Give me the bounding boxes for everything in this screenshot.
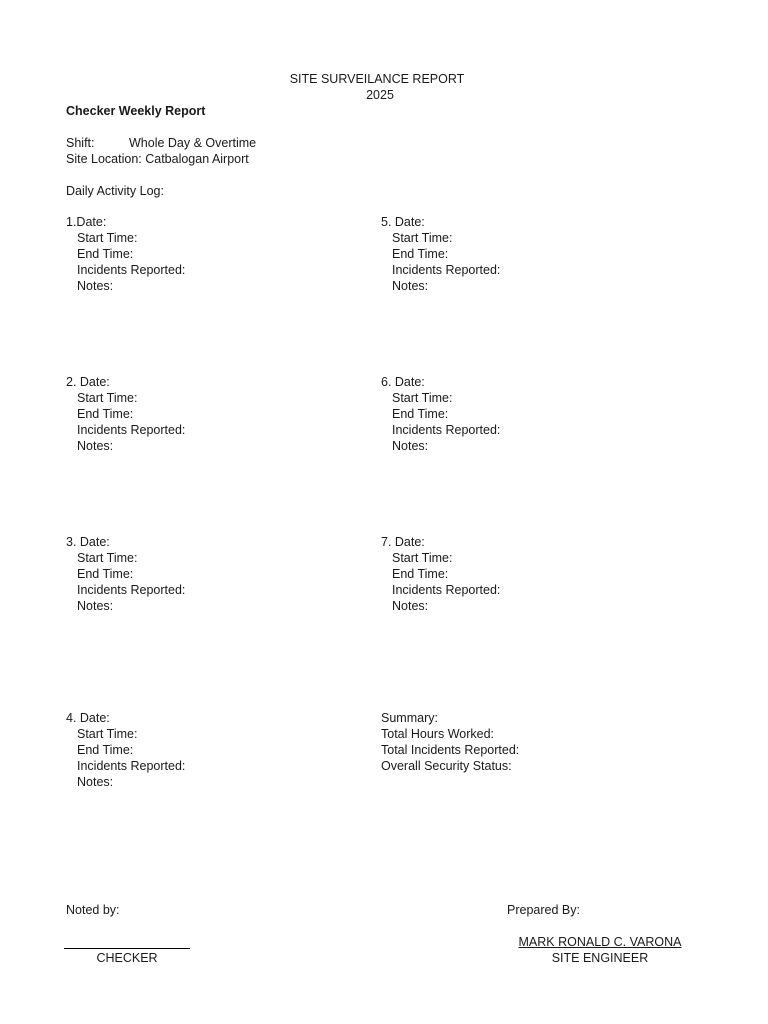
log-entry-4 <box>66 710 185 790</box>
incidents-label: Incidents Reported: <box>77 759 186 773</box>
start-time-label: Start Time: <box>392 231 453 245</box>
entry-date-label: 3. Date: <box>66 535 110 549</box>
start-time-label: Start Time: <box>77 391 138 405</box>
prepared-by-label: Prepared By: <box>507 903 580 917</box>
incidents-label: Incidents Reported: <box>392 583 501 597</box>
total-hours-label: Total Hours Worked: <box>381 727 495 741</box>
log-entry-3 <box>66 534 185 614</box>
end-time-label: End Time: <box>77 247 134 261</box>
incidents-label: Incidents Reported: <box>77 423 186 437</box>
notes-label: Notes: <box>77 279 114 293</box>
report-year: 2025 <box>366 88 394 102</box>
notes-label: Notes: <box>77 439 114 453</box>
report-title: SITE SURVEILANCE REPORT <box>289 72 465 86</box>
preparer-name: MARK RONALD C. VARONA <box>518 935 682 949</box>
end-time-label: End Time: <box>392 247 449 261</box>
checker-role: CHECKER <box>96 951 158 965</box>
notes-label: Notes: <box>392 599 429 613</box>
entry-date-label: 5. Date: <box>381 215 425 229</box>
security-status-label: Overall Security Status: <box>381 759 512 773</box>
start-time-label: Start Time: <box>77 551 138 565</box>
preparer-role: SITE ENGINEER <box>551 951 649 965</box>
log-entry-6 <box>381 374 500 454</box>
site-location: Site Location: Catbalogan Airport <box>66 152 249 166</box>
start-time-label: Start Time: <box>77 231 138 245</box>
checker-signature-line <box>64 948 190 949</box>
end-time-label: End Time: <box>392 407 449 421</box>
entry-date-label: 1.Date: <box>66 215 107 229</box>
end-time-label: End Time: <box>77 567 134 581</box>
incidents-label: Incidents Reported: <box>77 583 186 597</box>
shift-label: Shift: <box>66 136 95 150</box>
total-incidents-label: Total Incidents Reported: <box>381 743 520 757</box>
shift-value: Whole Day & Overtime <box>129 136 257 150</box>
incidents-label: Incidents Reported: <box>392 423 501 437</box>
incidents-label: Incidents Reported: <box>392 263 501 277</box>
log-entry-5 <box>381 214 500 294</box>
notes-label: Notes: <box>77 599 114 613</box>
daily-activity-log-label: Daily Activity Log: <box>66 184 164 198</box>
start-time-label: Start Time: <box>392 391 453 405</box>
end-time-label: End Time: <box>77 407 134 421</box>
log-entry-1 <box>66 214 185 294</box>
notes-label: Notes: <box>392 439 429 453</box>
start-time-label: Start Time: <box>77 727 138 741</box>
noted-by-label: Noted by: <box>66 903 120 917</box>
report-subtitle: Checker Weekly Report <box>66 104 206 118</box>
entry-date-label: 4. Date: <box>66 711 110 725</box>
notes-label: Notes: <box>392 279 429 293</box>
entry-date-label: 7. Date: <box>381 535 425 549</box>
summary-block <box>381 710 519 774</box>
log-entry-2 <box>66 374 185 454</box>
end-time-label: End Time: <box>392 567 449 581</box>
entry-date-label: 6. Date: <box>381 375 425 389</box>
summary-heading: Summary: <box>381 711 438 725</box>
end-time-label: End Time: <box>77 743 134 757</box>
entry-date-label: 2. Date: <box>66 375 110 389</box>
incidents-label: Incidents Reported: <box>77 263 186 277</box>
notes-label: Notes: <box>77 775 114 789</box>
log-entry-7 <box>381 534 500 614</box>
start-time-label: Start Time: <box>392 551 453 565</box>
